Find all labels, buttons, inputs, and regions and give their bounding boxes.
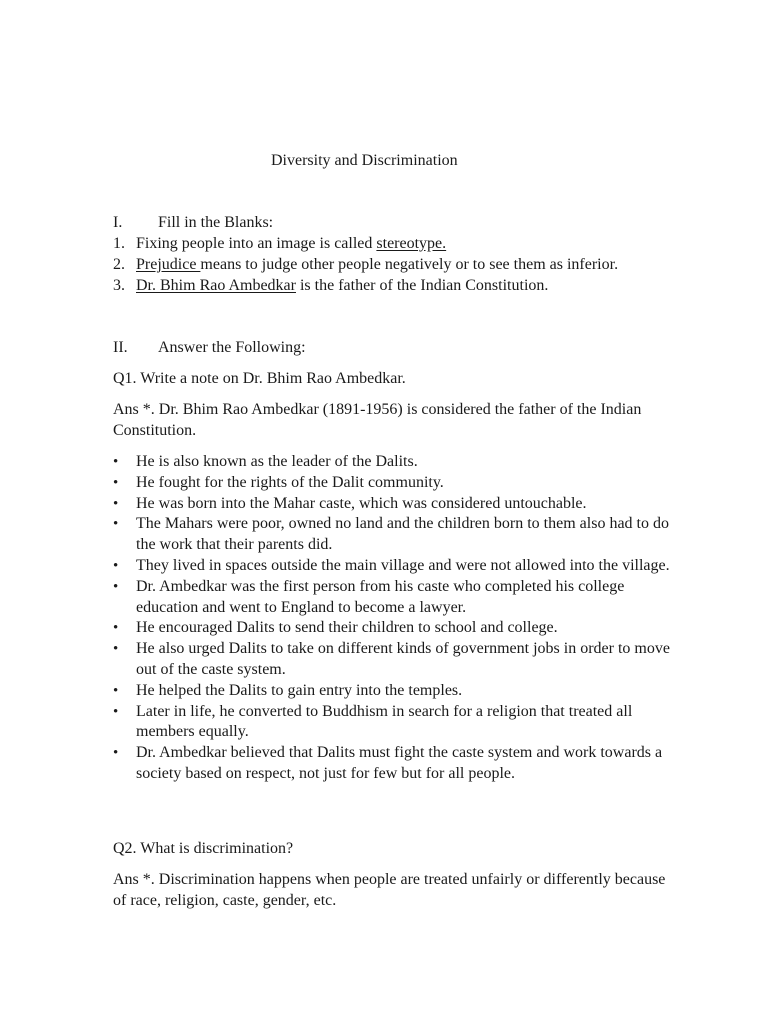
list-item-text: The Mahars were poor, owned no land and the children born to them also had to do the work that their parents did. <box>136 515 669 554</box>
bullet-icon: • <box>113 474 119 491</box>
section-1-heading: Fill in the Blanks: <box>158 214 274 231</box>
bullet-icon: • <box>113 682 119 699</box>
list-item-text: He also urged Dalits to take on different kinds of government jobs in order to move out of the caste system. <box>136 640 670 678</box>
list-item <box>113 452 683 473</box>
list-item-text: He was born into the Mahar caste, which was considered untouchable. <box>136 494 587 512</box>
list-item <box>113 577 683 619</box>
fill-blank-1-number: 1. <box>113 235 125 252</box>
bullet-icon: • <box>113 495 119 512</box>
q1-answer-line-2: Constitution. <box>113 422 197 439</box>
fill-blank-2-text: means to judge other people negatively or to see them as inferior. <box>200 256 619 273</box>
fill-blank-2-number: 2. <box>113 256 125 273</box>
section-2-heading: Answer the Following: <box>158 339 306 356</box>
list-item-text: Later in life, he converted to Buddhism in search for a religion that treated all members equally. <box>136 702 633 741</box>
fill-blank-2-answer: Prejudice <box>136 256 201 273</box>
bullet-icon: • <box>113 641 119 658</box>
fill-blank-2 <box>136 254 618 275</box>
bullet-icon: • <box>113 578 119 595</box>
list-item-text: He fought for the rights of the Dalit community. <box>136 473 444 491</box>
list-item <box>113 514 683 556</box>
bullet-icon: • <box>113 620 119 637</box>
q1-answer-line-1: Ans *. Dr. Bhim Rao Ambedkar (1891-1956) is considered the father of the Indian <box>113 401 642 418</box>
bullet-icon: • <box>113 745 119 762</box>
q1-question: Q1. Write a note on Dr. Bhim Rao Ambedkar. <box>113 370 406 387</box>
q2-question: Q2. What is discrimination? <box>113 840 294 857</box>
list-item-text: He encouraged Dalits to send their children to school and college. <box>136 619 558 637</box>
q2-answer-line-1: Ans *. Discrimination happens when people are treated unfairly or differently because <box>113 871 666 888</box>
bullet-icon: • <box>113 557 119 574</box>
fill-blank-1 <box>136 233 446 254</box>
q1-bullet-list <box>113 452 683 785</box>
section-2-number: II. <box>113 339 128 356</box>
list-item <box>113 473 683 494</box>
list-item <box>113 556 683 577</box>
list-item-text: He is also known as the leader of the Dalits. <box>136 453 418 470</box>
list-item <box>113 743 683 785</box>
fill-blank-1-answer: stereotype. <box>376 235 447 252</box>
bullet-icon: • <box>113 703 119 720</box>
list-item-text: They lived in spaces outside the main village and were not allowed into the village. <box>136 556 670 574</box>
section-1-number: I. <box>113 214 123 231</box>
fill-blank-3-number: 3. <box>113 277 125 294</box>
list-item <box>113 702 683 744</box>
list-item-text: Dr. Ambedkar believed that Dalits must fight the caste system and work towards a society based on respect, not just for few but for all people. <box>136 744 663 782</box>
fill-blank-3 <box>136 275 548 296</box>
list-item-text: He helped the Dalits to gain entry into the temples. <box>136 681 463 699</box>
fill-blank-3-text: is the father of the Indian Constitution. <box>295 277 549 294</box>
document-title: Diversity and Discrimination <box>271 152 458 169</box>
bullet-icon: • <box>113 454 119 470</box>
list-item <box>113 494 683 515</box>
q2-answer-line-2: of race, religion, caste, gender, etc. <box>113 892 337 909</box>
list-item <box>113 639 683 681</box>
list-item <box>113 681 683 702</box>
fill-blank-3-answer: Dr. Bhim Rao Ambedkar <box>136 277 296 294</box>
list-item-text: Dr. Ambedkar was the first person from his caste who completed his college education and went to England to become a lawyer. <box>136 577 625 616</box>
list-item <box>113 618 683 639</box>
fill-blank-1-text: Fixing people into an image is called <box>136 235 377 252</box>
bullet-icon: • <box>113 516 119 533</box>
